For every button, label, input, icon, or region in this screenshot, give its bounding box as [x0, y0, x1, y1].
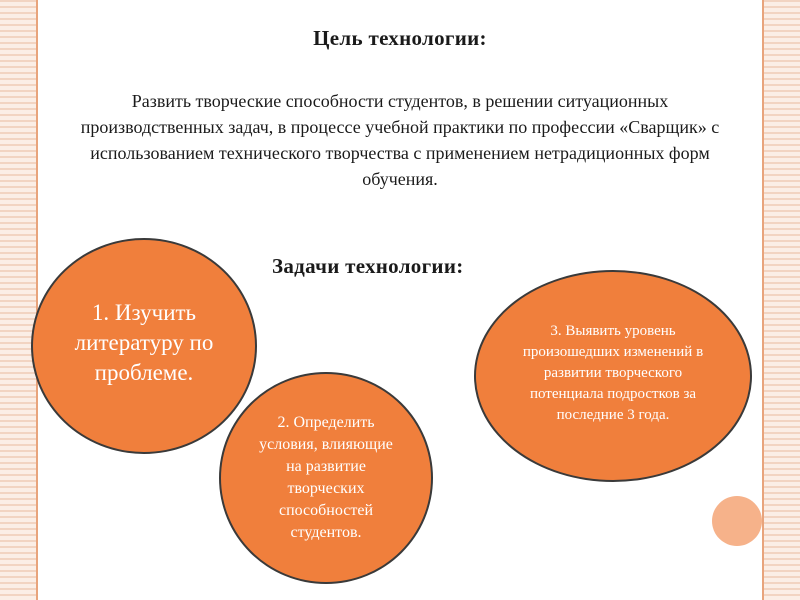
goal-text: Развить творческие способности студентов, в решении ситуационных производственных задач, в процессе учебной практики по профессии «Сварщик» с использованием технического творчества с применением нетрадиционных форм обучения. [80, 91, 720, 189]
right-decorative-border [762, 0, 800, 600]
task-circle-3 [474, 270, 752, 482]
task-text-3: 3. Выявить уровень произошедших изменений в развитии творческого потенциала подростков за последние 3 года. [522, 322, 704, 423]
left-decorative-border [0, 0, 38, 600]
tasks-title: Задачи технологии: [272, 254, 464, 278]
goal-title: Цель технологии: [313, 26, 487, 50]
task-circle-1 [31, 238, 257, 454]
task-circle-2 [219, 372, 433, 584]
decorative-dot [712, 496, 762, 546]
task-text-1: 1. Изучить литературу по проблеме. [74, 300, 214, 385]
task-text-2: 2. Определить условия, влияющие на развитие творческих способностей студентов. [259, 414, 393, 541]
